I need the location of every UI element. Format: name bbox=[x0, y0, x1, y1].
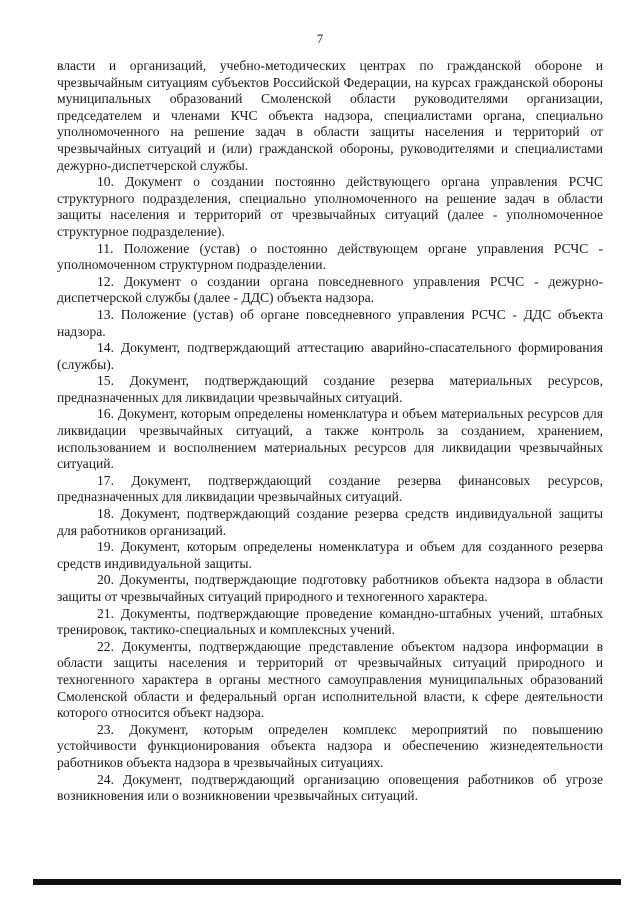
paragraph-item-10: 10. Документ о создании постоянно действующего органа управления РСЧС структурного подразделения, специально уполномоченного на решение задач в области защиты населения и территорий от чрезвычайных ситуаций (далее - уполномоченное структурное подразделение). bbox=[57, 174, 603, 239]
paragraph-item-24: 24. Документ, подтверждающий организацию оповещения работников об угрозе возникновения или о возникновении чрезвычайных ситуаций. bbox=[57, 771, 603, 804]
paragraph-item-22: 22. Документы, подтверждающие представление объектом надзора информации в области защиты населения и территорий от чрезвычайных ситуаций природного и техногенного характера в органы местного самоуправления муниципальных образований Смоленской области и федеральный орган исполнительной власти, к сфере деятельности которого относится объект надзора. bbox=[57, 638, 603, 721]
paragraph-item-12: 12. Документ о создании органа повседневного управления РСЧС - дежурно-диспетчерской службы (далее - ДДС) объекта надзора. bbox=[57, 273, 603, 306]
paragraph-item-13: 13. Положение (устав) об органе повседневного управления РСЧС - ДДС объекта надзора. bbox=[57, 306, 603, 339]
paragraph-item-21: 21. Документы, подтверждающие проведение командно-штабных учений, штабных тренировок, тактико-специальных и комплексных учений. bbox=[57, 605, 603, 638]
document-body bbox=[57, 58, 603, 805]
paragraph-item-18: 18. Документ, подтверждающий создание резерва средств индивидуальной защиты для работников организаций. bbox=[57, 506, 603, 538]
paragraph-item-11: 11. Положение (устав) о постоянно действующем органе управления РСЧС - уполномоченном структурном подразделении. bbox=[57, 240, 603, 273]
bottom-border-line bbox=[33, 879, 621, 885]
paragraph-item-20: 20. Документы, подтверждающие подготовку работников объекта надзора в области защиты от чрезвычайных ситуаций природного и техногенного характера. bbox=[57, 572, 603, 604]
page-number: 7 bbox=[316, 32, 324, 46]
paragraph-continuation: власти и организаций, учебно-методических центрах по гражданской обороне и чрезвычайным ситуациям субъектов Российской Федерации, на курсах гражданской обороны муниципальных образований Смоленской области руководителями организации, председателем и членами КЧС объекта надзора, специалистами органа, специально уполномоченного на решение задач в области защиты населения и территорий от чрезвычайных ситуаций и (или) гражданской обороны, руководителями и специалистами дежурно-диспетчерской службы. bbox=[57, 58, 603, 173]
paragraph-item-15: 15. Документ, подтверждающий создание резерва материальных ресурсов, предназначенных для ликвидации чрезвычайных ситуаций. bbox=[57, 373, 603, 405]
paragraph-item-23: 23. Документ, которым определен комплекс мероприятий по повышению устойчивости функционирования объекта надзора и обеспечению жизнедеятельности работников объекта надзора в чрезвычайных ситуациях. bbox=[57, 721, 603, 770]
paragraph-item-16: 16. Документ, которым определены номенклатура и объем материальных ресурсов для ликвидации чрезвычайных ситуаций, а также контроль за созданием, хранением, использованием и восполнением материальных ресурсов для ликвидации чрезвычайных ситуаций. bbox=[57, 406, 603, 472]
paragraph-item-17: 17. Документ, подтверждающий создание резерва финансовых ресурсов, предназначенных для ликвидации чрезвычайных ситуаций. bbox=[57, 472, 603, 505]
paragraph-item-14: 14. Документ, подтверждающий аттестацию аварийно-спасательного формирования (службы). bbox=[57, 340, 603, 372]
paragraph-item-19: 19. Документ, которым определены номенклатура и объем для созданного резерва средств индивидуальной защиты. bbox=[57, 539, 603, 571]
